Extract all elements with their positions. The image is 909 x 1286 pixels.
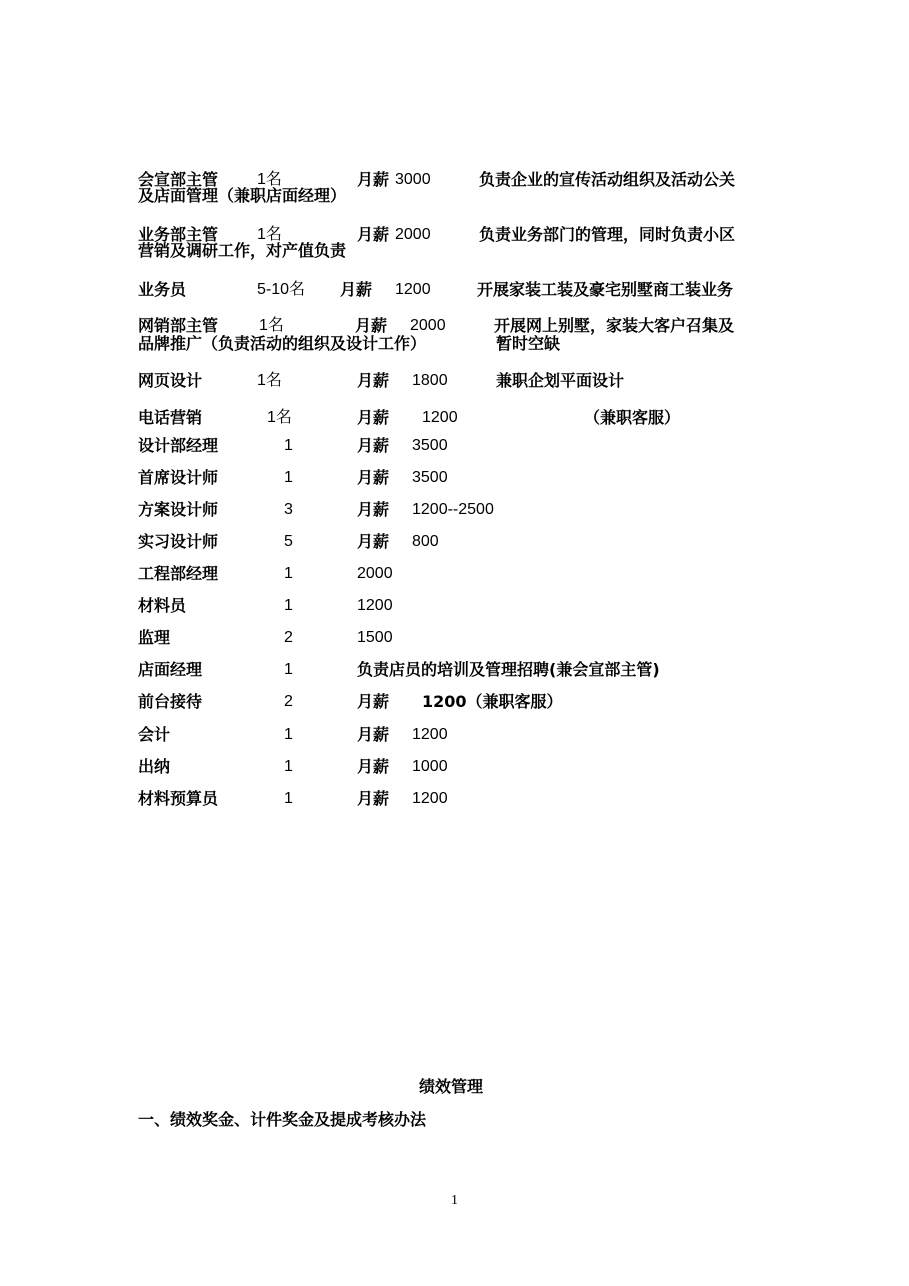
row-17-headcount: 1 bbox=[284, 790, 293, 807]
row-9-position: 实习设计师 bbox=[138, 532, 219, 551]
row-8-salary-label: 月薪 bbox=[357, 500, 390, 519]
row-13-duty: 负责店员的培训及管理招聘(兼会宣部主管) bbox=[357, 660, 660, 679]
row-16-headcount: 1 bbox=[284, 758, 293, 775]
row-5-note: （兼职客服） bbox=[584, 408, 681, 427]
row-15-salary: 1200 bbox=[412, 726, 448, 743]
row-14-position: 前台接待 bbox=[138, 692, 203, 711]
row-9-headcount: 5 bbox=[284, 533, 293, 550]
row-0-salary-label: 月薪 bbox=[357, 170, 390, 189]
row-6-salary-label: 月薪 bbox=[357, 436, 390, 455]
row-1-position: 业务部主管 bbox=[138, 225, 219, 244]
row-13-position: 店面经理 bbox=[138, 660, 203, 679]
row-14-salary: 1200（兼职客服） bbox=[422, 692, 563, 711]
row-6-position: 设计部经理 bbox=[138, 436, 219, 455]
row-0-position: 会宣部主管 bbox=[138, 170, 219, 189]
subsection-title: 一、绩效奖金、计件奖金及提成考核办法 bbox=[138, 1110, 427, 1129]
row-8-position: 方案设计师 bbox=[138, 500, 219, 519]
row-17-position: 材料预算员 bbox=[138, 789, 219, 808]
row-0-duty-continued: 及店面管理（兼职店面经理） bbox=[138, 186, 347, 205]
row-9-salary-label: 月薪 bbox=[357, 532, 390, 551]
row-0-headcount: 1名 bbox=[257, 171, 282, 188]
row-6-headcount: 1 bbox=[284, 437, 293, 454]
row-3-duty-continued: 品牌推广（负责活动的组织及设计工作） bbox=[138, 334, 427, 353]
row-3-headcount: 1名 bbox=[259, 317, 284, 334]
row-5-salary-label: 月薪 bbox=[357, 408, 390, 427]
row-12-salary: 1500 bbox=[357, 629, 393, 646]
row-3-duty: 开展网上别墅，家装大客户召集及 bbox=[494, 316, 735, 335]
row-1-salary-label: 月薪 bbox=[357, 225, 390, 244]
row-5-headcount: 1名 bbox=[267, 409, 292, 426]
row-2-salary-label: 月薪 bbox=[340, 280, 373, 299]
row-7-position: 首席设计师 bbox=[138, 468, 219, 487]
row-10-headcount: 1 bbox=[284, 565, 293, 582]
row-13-headcount: 1 bbox=[284, 661, 293, 678]
row-2-duty: 开展家装工装及豪宅别墅商工装业务 bbox=[477, 280, 734, 299]
row-6-salary: 3500 bbox=[412, 437, 448, 454]
row-5-salary: 1200 bbox=[422, 409, 458, 426]
row-5-position: 电话营销 bbox=[138, 408, 203, 427]
row-9-salary: 800 bbox=[412, 533, 439, 550]
row-3-salary: 2000 bbox=[410, 317, 446, 334]
row-10-position: 工程部经理 bbox=[138, 564, 219, 583]
row-3-position: 网销部主管 bbox=[138, 316, 219, 335]
row-14-salary-label: 月薪 bbox=[357, 692, 390, 711]
row-0-duty: 负责企业的宣传活动组织及活动公关 bbox=[479, 170, 736, 189]
row-7-headcount: 1 bbox=[284, 469, 293, 486]
row-2-headcount: 5-10名 bbox=[257, 281, 306, 298]
row-4-salary: 1800 bbox=[412, 372, 448, 389]
row-7-salary-label: 月薪 bbox=[357, 468, 390, 487]
row-16-salary: 1000 bbox=[412, 758, 448, 775]
row-7-salary: 3500 bbox=[412, 469, 448, 486]
row-11-salary: 1200 bbox=[357, 597, 393, 614]
row-16-salary-label: 月薪 bbox=[357, 757, 390, 776]
row-4-position: 网页设计 bbox=[138, 371, 203, 390]
row-17-salary: 1200 bbox=[412, 790, 448, 807]
row-8-salary: 1200--2500 bbox=[412, 501, 494, 518]
row-4-duty: 兼职企划平面设计 bbox=[496, 371, 625, 390]
row-1-duty-continued: 营销及调研工作，对产值负责 bbox=[138, 241, 347, 260]
row-1-salary: 2000 bbox=[395, 226, 431, 243]
row-3-salary-label: 月薪 bbox=[355, 316, 388, 335]
row-17-salary-label: 月薪 bbox=[357, 789, 390, 808]
row-4-salary-label: 月薪 bbox=[357, 371, 390, 390]
row-15-salary-label: 月薪 bbox=[357, 725, 390, 744]
row-10-salary: 2000 bbox=[357, 565, 393, 582]
row-16-position: 出纳 bbox=[138, 757, 171, 776]
row-11-position: 材料员 bbox=[138, 596, 187, 615]
row-0-salary: 3000 bbox=[395, 171, 431, 188]
row-11-headcount: 1 bbox=[284, 597, 293, 614]
row-14-headcount: 2 bbox=[284, 693, 293, 710]
row-2-position: 业务员 bbox=[138, 280, 187, 299]
row-12-headcount: 2 bbox=[284, 629, 293, 646]
row-8-headcount: 3 bbox=[284, 501, 293, 518]
row-1-headcount: 1名 bbox=[257, 226, 282, 243]
page-number: 1 bbox=[451, 1193, 458, 1208]
row-1-duty: 负责业务部门的管理，同时负责小区 bbox=[479, 225, 736, 244]
row-2-salary: 1200 bbox=[395, 281, 431, 298]
row-15-headcount: 1 bbox=[284, 726, 293, 743]
row-4-headcount: 1名 bbox=[257, 372, 282, 389]
row-12-position: 监理 bbox=[138, 628, 171, 647]
row-15-position: 会计 bbox=[138, 725, 171, 744]
section-title: 绩效管理 bbox=[419, 1077, 484, 1096]
row-3-status: 暂时空缺 bbox=[496, 334, 561, 353]
